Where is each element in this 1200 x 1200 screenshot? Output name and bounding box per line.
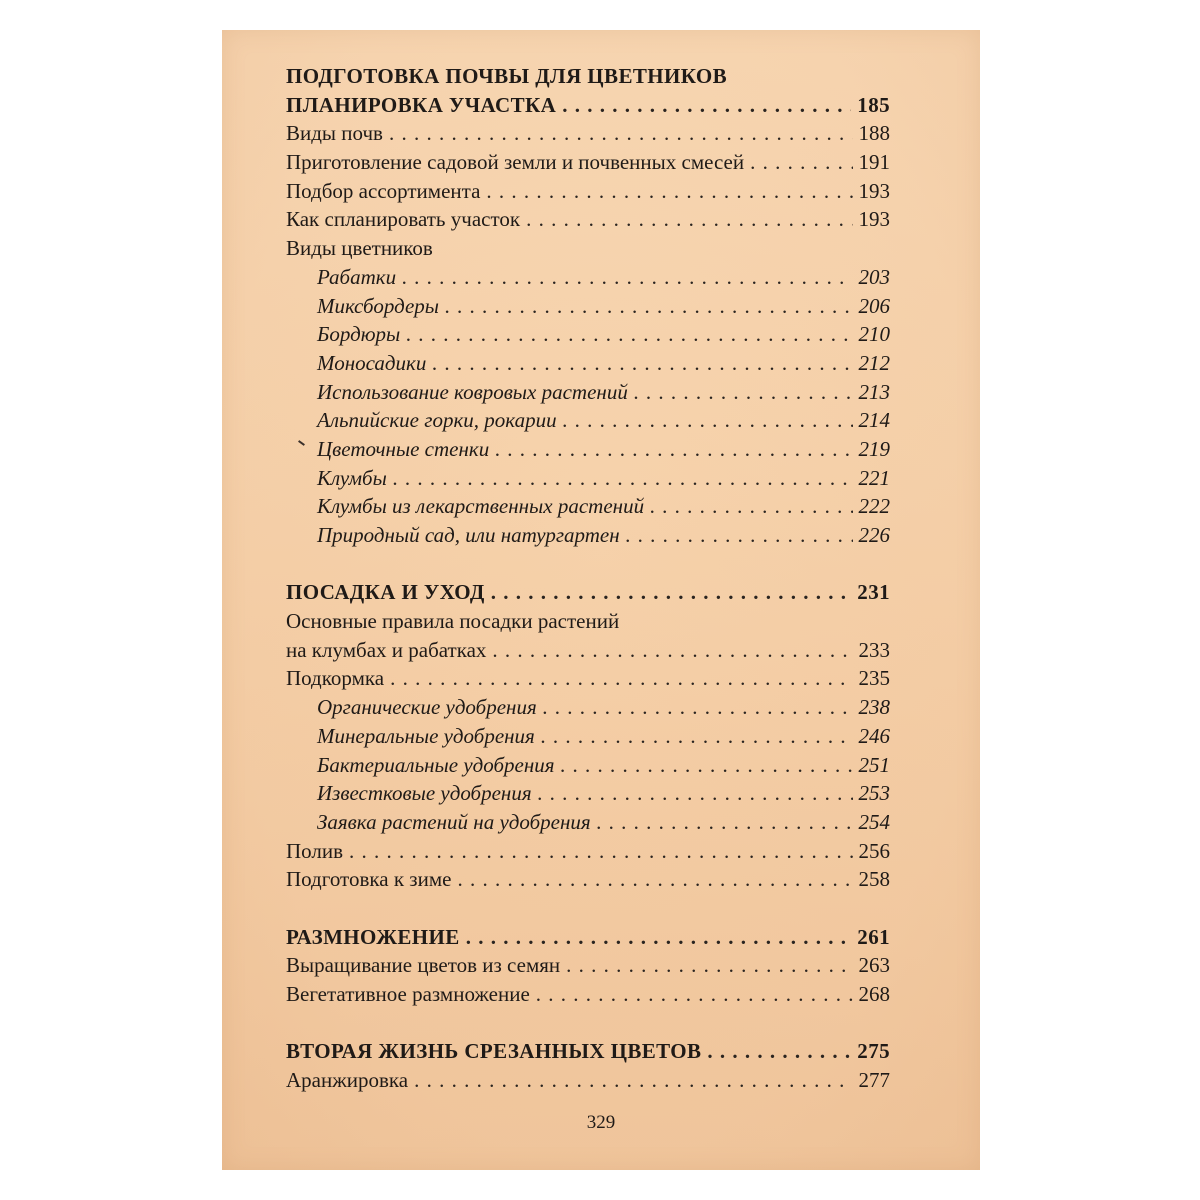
toc-page-number: 222 xyxy=(858,494,890,519)
toc-entry xyxy=(286,1066,890,1095)
toc-entry-label: на клумбах и рабатках xyxy=(286,637,487,662)
toc-entry xyxy=(286,234,890,263)
dot-leader xyxy=(402,263,852,292)
toc-page-number: 219 xyxy=(858,436,890,461)
toc-entry-label: Использование ковровых растений xyxy=(317,379,628,404)
toc-entry xyxy=(286,205,890,234)
toc-entry-label: Подготовка к зиме xyxy=(286,867,452,892)
toc-entry-label: Аранжировка xyxy=(286,1068,409,1093)
toc-page-number: 275 xyxy=(857,1039,890,1064)
toc-entry-label: Виды почв xyxy=(286,121,383,146)
toc-entry-label: ПОДГОТОВКА ПОЧВЫ ДЛЯ ЦВЕТНИКОВ xyxy=(286,64,727,88)
dot-leader xyxy=(707,1037,851,1066)
toc-entry-label: Бактериальные удобрения xyxy=(317,752,555,777)
toc-page-number: 214 xyxy=(858,408,890,433)
toc-entry-label: Полив xyxy=(286,838,344,863)
dot-leader xyxy=(566,951,852,980)
toc-page-number: 221 xyxy=(858,465,890,490)
toc-page-number: 277 xyxy=(858,1068,890,1093)
toc-entry-label: Заявка растений на удобрения xyxy=(317,809,591,834)
toc-entry-label: Клумбы xyxy=(317,465,387,490)
toc-entry-label: Природный сад, или натургартен xyxy=(317,523,620,547)
toc-entry-label: ПОСАДКА И УХОД xyxy=(286,580,485,605)
toc-page-number: 203 xyxy=(858,264,890,289)
toc-subentry xyxy=(286,263,890,292)
toc-page-number: 258 xyxy=(858,867,890,892)
toc-page-number: 231 xyxy=(857,580,890,605)
dot-leader xyxy=(750,148,852,177)
toc-entry-label: Органические удобрения xyxy=(317,695,537,720)
toc-page-number: 193 xyxy=(858,178,890,203)
toc-page-number: 254 xyxy=(858,809,890,834)
toc-entry-label: Миксбордеры xyxy=(317,293,439,318)
toc-page-number: 191 xyxy=(858,150,890,175)
dot-leader xyxy=(536,980,853,1009)
toc-page-number: 261 xyxy=(857,924,890,949)
toc-page-number: 226 xyxy=(858,523,890,547)
toc-page-number: 206 xyxy=(858,293,890,318)
toc-heading xyxy=(286,578,890,607)
dot-leader xyxy=(563,406,853,435)
toc-entry-label: Основные правила посадки растений xyxy=(286,609,620,634)
toc-entry xyxy=(286,148,890,177)
dot-leader xyxy=(526,205,852,234)
toc-entry-label: Виды цветников xyxy=(286,236,433,261)
toc-entry-label: Приготовление садовой земли и почвенных смесей xyxy=(286,150,745,175)
section-gap xyxy=(286,894,890,923)
dot-leader xyxy=(406,320,852,349)
dot-leader xyxy=(491,578,852,607)
toc-page-number: 193 xyxy=(858,207,890,232)
toc-page-number: 256 xyxy=(858,838,890,863)
dot-leader xyxy=(486,177,852,206)
section-gap xyxy=(286,1009,890,1038)
toc-subentry xyxy=(286,349,890,378)
toc-subentry xyxy=(286,435,890,464)
toc-page-number: 188 xyxy=(858,121,890,146)
toc-entry xyxy=(286,119,890,148)
toc-entry xyxy=(286,664,890,693)
dot-leader xyxy=(538,779,853,808)
page-number: 329 xyxy=(586,1112,616,1133)
toc-page-number: 212 xyxy=(858,350,890,375)
dot-leader xyxy=(495,435,852,464)
toc-subentry xyxy=(286,292,890,321)
toc-entry-label: Бордюры xyxy=(317,322,401,347)
toc-entry-label: Подбор ассортимента xyxy=(286,178,481,203)
dot-leader xyxy=(634,378,853,407)
dot-leader xyxy=(562,91,851,120)
toc-entry xyxy=(286,951,890,980)
section-gap xyxy=(286,550,890,579)
toc-entry-label: ВТОРАЯ ЖИЗНЬ СРЕЗАННЫХ ЦВЕТОВ xyxy=(286,1039,702,1064)
toc-page-number: 185 xyxy=(857,92,890,117)
toc-subentry xyxy=(286,464,890,493)
toc-heading xyxy=(286,91,890,120)
toc-page-number: 251 xyxy=(858,752,890,777)
toc-subentry xyxy=(286,320,890,349)
toc-page-number: 210 xyxy=(858,322,890,347)
toc-subentry xyxy=(286,722,890,751)
toc-entry-label: Выращивание цветов из семян xyxy=(286,953,561,978)
dot-leader xyxy=(541,722,853,751)
toc-entry xyxy=(286,837,890,866)
toc-page-number: 233 xyxy=(858,637,890,662)
toc-heading xyxy=(286,1037,890,1066)
toc-entry-label: Как спланировать участок xyxy=(286,207,521,232)
toc-entry-label: Рабатки xyxy=(317,264,397,289)
toc-entry-label: Цветочные стенки xyxy=(317,436,490,461)
toc-heading xyxy=(286,923,890,952)
toc-entry-label: Минеральные удобрения xyxy=(317,723,535,748)
toc-subentry xyxy=(286,521,890,550)
toc-page-number: 253 xyxy=(858,781,890,806)
toc-entry-label: Известковые удобрения xyxy=(317,781,532,806)
table-of-contents xyxy=(286,62,890,1095)
toc-page-number: 263 xyxy=(858,953,890,978)
dot-leader xyxy=(597,808,853,837)
dot-leader xyxy=(445,292,853,321)
dot-leader xyxy=(457,865,852,894)
toc-page-number: 213 xyxy=(858,379,890,404)
dot-leader xyxy=(393,464,853,493)
toc-heading xyxy=(286,62,890,91)
dot-leader xyxy=(650,492,852,521)
toc-page-number: 246 xyxy=(858,723,890,748)
toc-subentry xyxy=(286,406,890,435)
toc-subentry xyxy=(286,779,890,808)
dot-leader xyxy=(543,693,853,722)
toc-entry xyxy=(286,607,890,636)
toc-subentry xyxy=(286,693,890,722)
toc-page-number: 268 xyxy=(858,982,890,1006)
toc-entry-label: Альпийские горки, рокарии xyxy=(317,408,557,433)
toc-subentry xyxy=(286,378,890,407)
book-page xyxy=(222,30,980,1170)
toc-entry-label: Клумбы из лекарственных растений xyxy=(317,494,645,519)
toc-entry-label: Моносадики xyxy=(317,350,427,375)
toc-page-number: 238 xyxy=(858,695,890,720)
toc-subentry xyxy=(286,808,890,837)
toc-entry xyxy=(286,865,890,894)
toc-entry-label: РАЗМНОЖЕНИЕ xyxy=(286,924,460,949)
toc-entry xyxy=(286,636,890,665)
dot-leader xyxy=(432,349,852,378)
dot-leader xyxy=(349,837,852,866)
dot-leader xyxy=(492,636,852,665)
toc-entry-label: Подкормка xyxy=(286,666,385,691)
toc-page-number: 235 xyxy=(858,666,890,691)
toc-subentry xyxy=(286,751,890,780)
dot-leader xyxy=(414,1066,852,1095)
toc-entry-label: Вегетативное размножение xyxy=(286,982,530,1006)
dot-leader xyxy=(389,119,853,148)
dot-leader xyxy=(626,521,853,550)
dot-leader xyxy=(390,664,852,693)
toc-entry xyxy=(286,177,890,206)
toc-entry-label: ПЛАНИРОВКА УЧАСТКА xyxy=(286,92,557,117)
dot-leader xyxy=(561,751,853,780)
toc-entry xyxy=(286,980,890,1009)
toc-subentry xyxy=(286,492,890,521)
dot-leader xyxy=(466,923,852,952)
